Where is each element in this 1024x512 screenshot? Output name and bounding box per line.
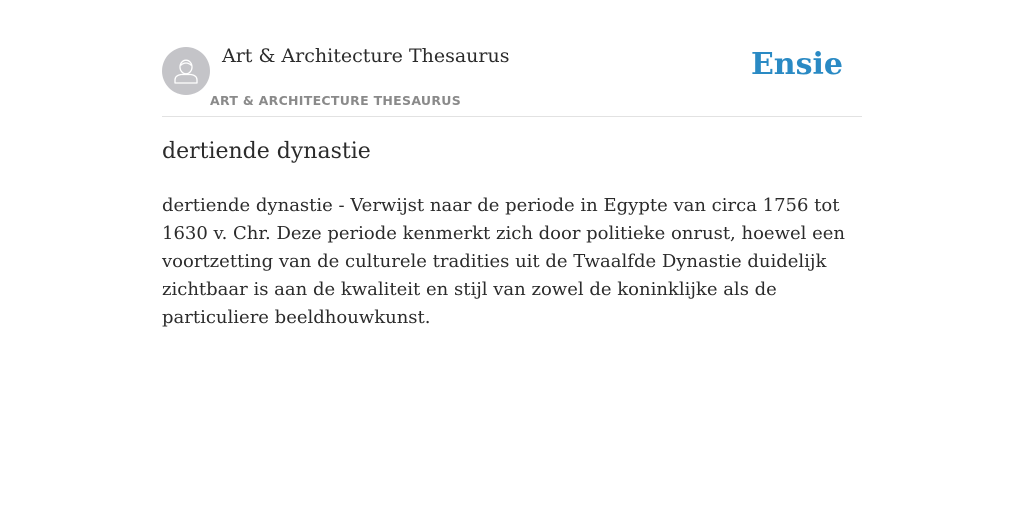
author-name[interactable]: Art & Architecture Thesaurus bbox=[222, 45, 510, 67]
entry-card bbox=[162, 0, 862, 328]
entry-title: dertiende dynastie bbox=[162, 139, 371, 164]
source-label[interactable]: ART & ARCHITECTURE THESAURUS bbox=[210, 93, 462, 108]
entry-header bbox=[162, 0, 862, 117]
ensie-logo[interactable]: Ensie bbox=[750, 47, 843, 82]
user-outline-icon bbox=[171, 56, 201, 86]
avatar[interactable] bbox=[162, 47, 210, 95]
entry-definition: dertiende dynastie - Verwijst naar de periode in Egypte van circa 1756 tot 1630 v. Chr. Deze periode kenmerkt zich door politieke onrust, hoewel een voortzetting van de culturele tradities uit de Twaalfde Dynastie duidelijk zichtbaar is aan de kwaliteit en stijl van zowel de koninklijke als de particuliere beeldhouwkunst. bbox=[162, 195, 846, 328]
